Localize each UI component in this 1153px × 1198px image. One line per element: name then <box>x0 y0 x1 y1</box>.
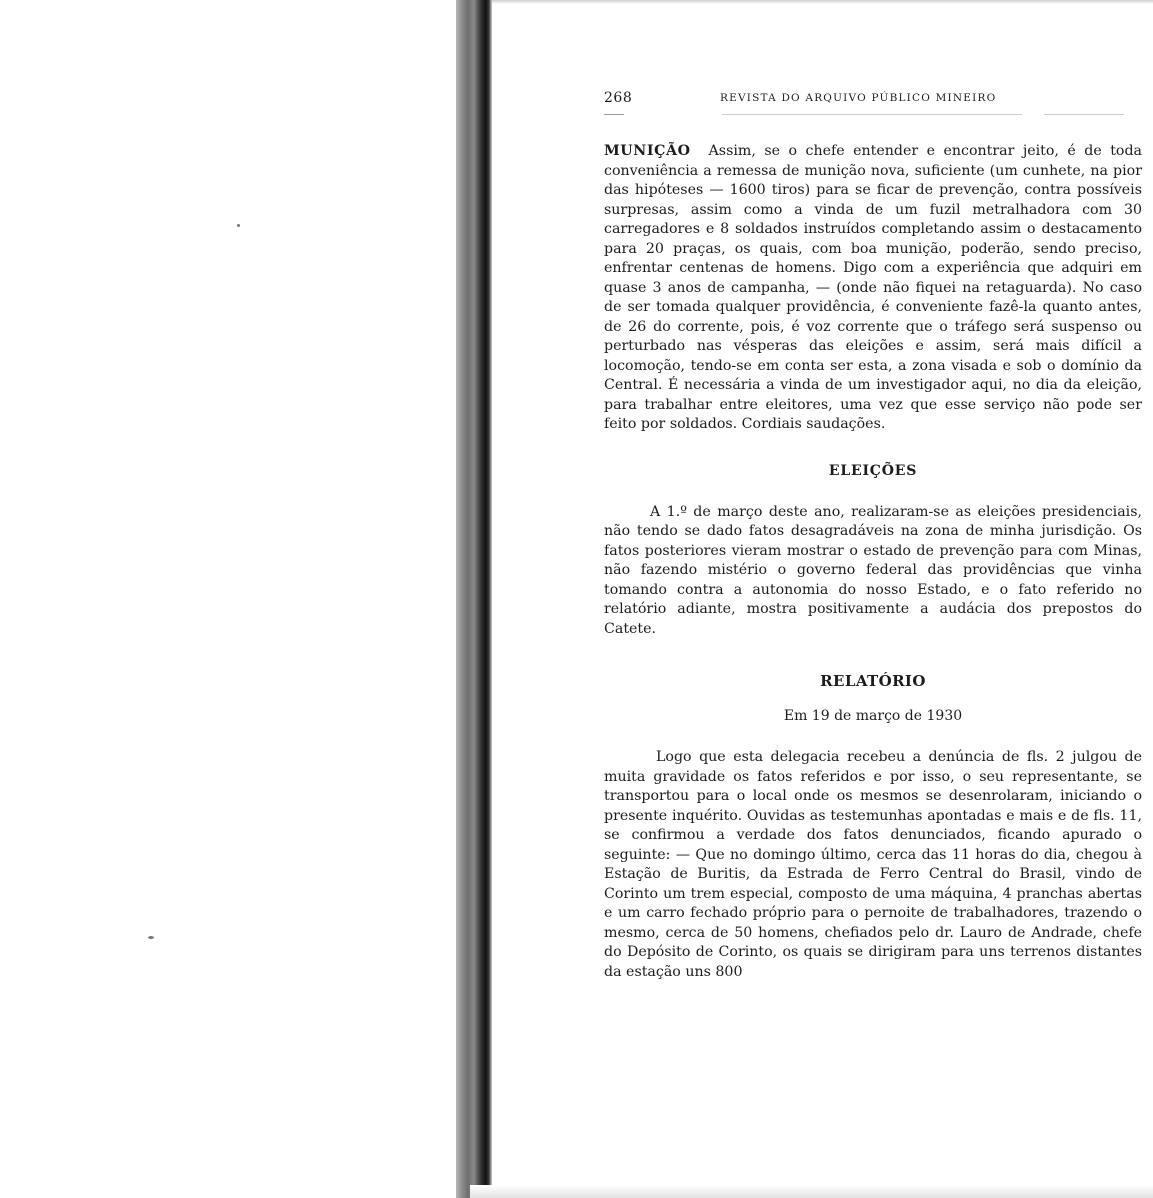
page-number: 268 <box>604 90 633 106</box>
head-rule <box>722 114 1022 115</box>
running-head <box>604 90 1142 112</box>
head-rule <box>604 114 624 115</box>
book-binding-shadow <box>456 0 492 1198</box>
journal-title: REVISTA DO ARQUIVO PÚBLICO MINEIRO <box>720 92 997 104</box>
scan-speck <box>237 224 240 227</box>
book-page <box>604 90 1142 982</box>
municao-paragraph <box>604 142 1142 435</box>
report-date: Em 19 de março de 1930 <box>783 708 963 724</box>
page-top-edge <box>492 0 1153 4</box>
facing-page-edge <box>0 0 455 1198</box>
page-bottom-edge <box>470 1185 1153 1198</box>
eleicoes-paragraph: A 1.º de março deste ano, realizaram-se as eleições presidenciais, não tendo se dado fatos desagradáveis na zona de minha jurisdição. Os fatos posteriores vieram mostrar o estado de prevenção para com Minas, não fazendo mistério o governo federal das providências que vinha tomando contra a autonomia do nosso Estado, e o fato referido no relatório adiante, mostra positivamente a audácia dos prepostos do Catete. <box>604 503 1142 637</box>
relatorio-paragraph: Logo que esta delegacia recebeu a denúncia de fls. 2 julgou de muita gravidade os fatos referidos e por isso, o seu representante, se transportou para o local onde os mesmos se desenrolaram, iniciando o presente inquérito. Ouvidas as testemunhas apontadas e mais e de fls. 11, se confirmou a verdade dos fatos denunciados, ficando apurado o seguinte: — Que no domingo último, cerca das 11 horas do dia, chegou à Estação de Buritis, da Estrada de Ferro Central do Brasil, vindo de Corinto um trem especial, composto de uma máquina, 4 pranchas abertas e um carro fechado próprio para o pernoite de trabalhadores, trazendo o mesmo, cerca de 50 homens, chefiados pelo dr. Lauro de Andrade, chefe do Depósito de Corinto, os quais se dirigiram para uns terrenos distantes da estação uns 800 <box>604 749 1142 980</box>
eleicoes-heading: ELEIÇÕES <box>828 462 918 479</box>
municao-label: MUNIÇÃO <box>604 143 691 159</box>
relatorio-heading: RELATÓRIO <box>820 672 926 690</box>
scan-speck <box>148 936 154 939</box>
head-rule <box>1044 114 1124 115</box>
municao-text: Assim, se o chefe entender e encontrar jeito, é de toda conveniência a remessa de munição nova, suficiente (um cunhete, na pior das hipóteses — 1600 tiros) para se ficar de prevenção, contra possíveis surpresas, assim como a vinda de um fuzil metralhadora com 30 carregadores e 8 soldados instruídos completando assim o destacamento para 20 praças, os quais, com boa munição, poderão, sendo preciso, enfrentar centenas de homens. Digo com a experiência que adquiri em quase 3 anos de campanha, — (onde não fiquei na retaguarda). No caso de ser tomada qualquer providência, é conveniente fazê-la quanto antes, de 26 do corrente, pois, é voz corrente que o tráfego será suspenso ou perturbado nas vésperas das eleições e assim, será mais difícil a locomoção, tendo-se em conta ser esta, a zona visada e sob o domínio da Central. É necessária a vinda de um investigador aqui, no dia da eleição, para trabalhar entre eleitores, uma vez que esse serviço não pode ser feito por soldados. Cordiais saudações. <box>604 143 1142 432</box>
